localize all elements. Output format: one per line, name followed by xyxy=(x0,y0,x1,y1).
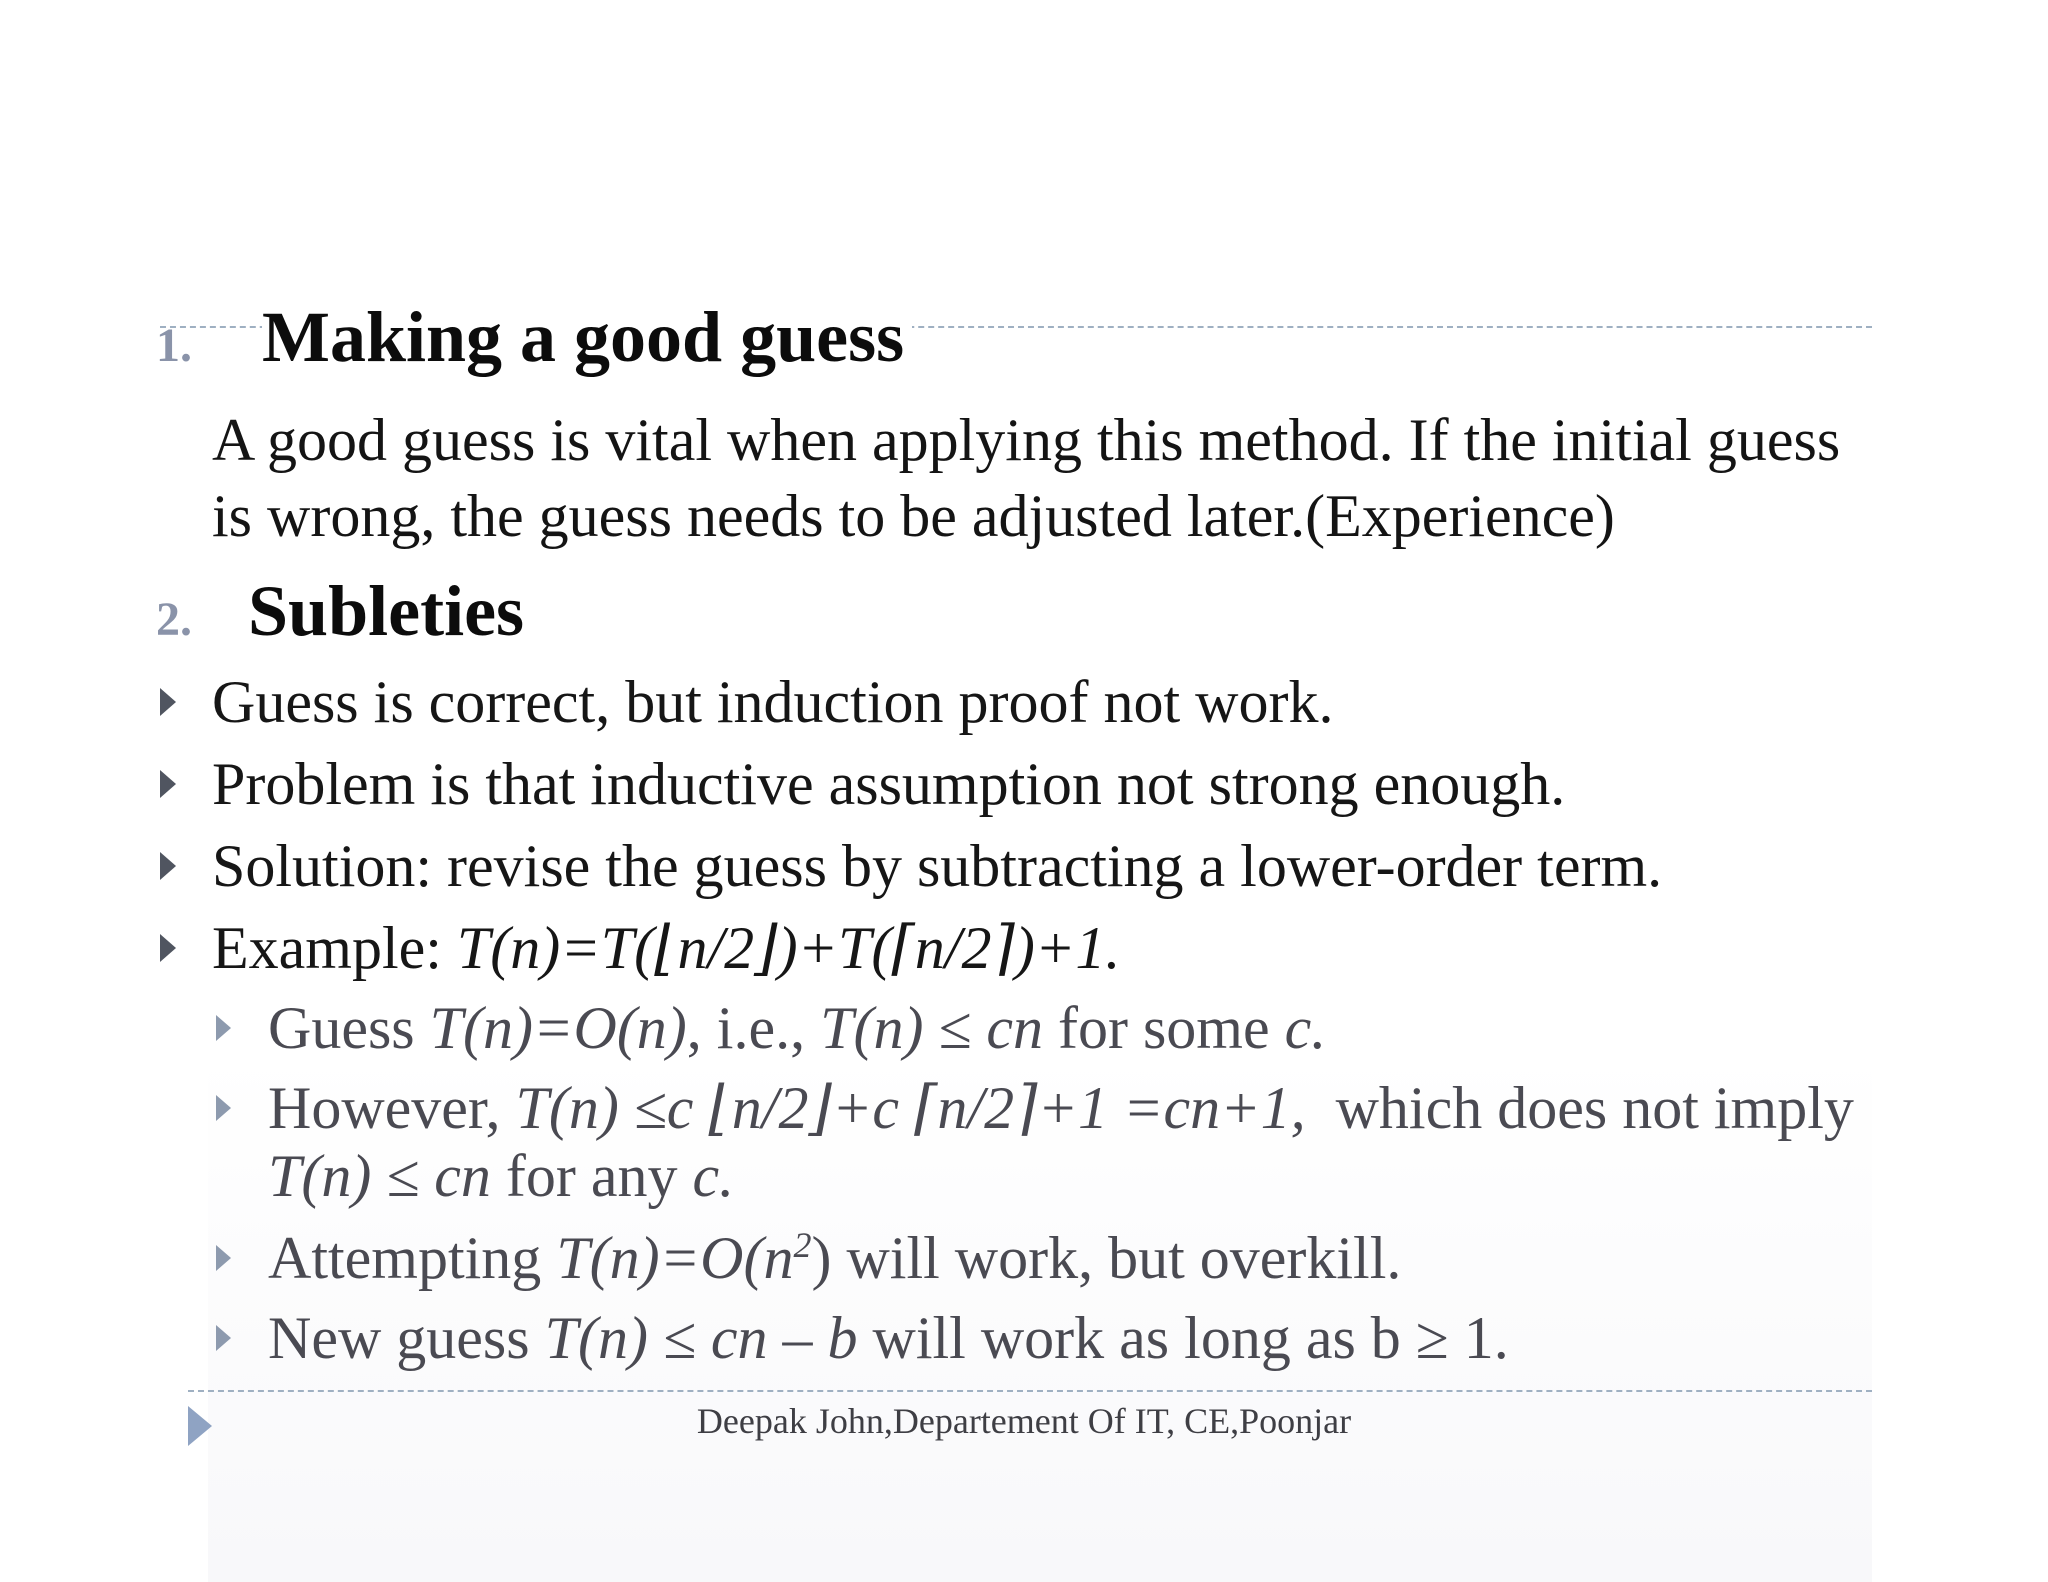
bullet-arrow-icon xyxy=(160,934,176,962)
however-var: c. xyxy=(692,1143,735,1209)
section-1-paragraph xyxy=(212,402,1840,554)
however-suffix-2: for any xyxy=(490,1143,693,1209)
guess-formula: T(n)=O(n) xyxy=(429,995,687,1061)
however-formula: T(n) ≤c ⌊n/2⌋+c ⌈n/2⌉+1 =cn+1, xyxy=(515,1075,1306,1141)
sub-bullet-text xyxy=(268,1300,1509,1376)
bullet-text: Solution: revise the guess by subtracting a lower-order term. xyxy=(212,833,1663,899)
attempting-suffix: will work, but overkill. xyxy=(831,1225,1402,1291)
sub-bullet-arrow-icon xyxy=(216,1245,231,1271)
paragraph-line-1: A good guess is vital when applying this method. If the initial guess xyxy=(212,407,1841,473)
guess-suffix: for some xyxy=(1042,995,1285,1061)
footer-credit: Deepak John,Departement Of IT, CE,Poonjar xyxy=(696,1401,1352,1441)
section-title-2: Subleties xyxy=(248,570,532,653)
new-guess-suffix: will work as long as b ≥ 1. xyxy=(857,1305,1509,1371)
bullet-text: Guess is correct, but induction proof not work. xyxy=(212,669,1334,735)
bullet-arrow-icon xyxy=(160,852,176,880)
however-formula-2: T(n) ≤ cn xyxy=(268,1143,491,1209)
guess-prefix: Guess xyxy=(268,995,430,1061)
attempting-formula: T(n)=O(n xyxy=(556,1225,794,1291)
sub-bullet-text-line-1 xyxy=(268,1070,1854,1146)
bullet-arrow-icon xyxy=(160,770,176,798)
example-text xyxy=(212,910,1120,986)
guess-var: c. xyxy=(1284,995,1327,1061)
sub-bullet-text xyxy=(268,990,1326,1066)
example-formula: T(n)=T(⌊n/2⌋)+T(⌈n/2⌉)+1. xyxy=(456,915,1121,981)
section-number-1: 1. xyxy=(156,319,192,372)
guess-mid: , i.e., xyxy=(686,995,821,1061)
bottom-divider xyxy=(188,1390,1872,1392)
example-label: Example: xyxy=(212,915,457,981)
new-guess-formula: T(n) ≤ cn – b xyxy=(544,1305,858,1371)
bullet-arrow-icon xyxy=(160,688,176,716)
sub-bullet-text-line-2 xyxy=(268,1138,734,1214)
sub-bullet-arrow-icon xyxy=(216,1325,231,1351)
attempting-close: ) xyxy=(811,1225,832,1291)
sub-bullet-text xyxy=(268,1220,1401,1296)
new-guess-prefix: New guess xyxy=(268,1305,545,1371)
sub-bullet-arrow-icon xyxy=(216,1015,231,1041)
however-prefix: However, xyxy=(268,1075,516,1141)
bullet-text: Problem is that inductive assumption not strong enough. xyxy=(212,751,1566,817)
however-suffix: which does not imply xyxy=(1305,1075,1854,1141)
section-number-2: 2. xyxy=(156,593,192,646)
attempting-prefix: Attempting xyxy=(268,1225,557,1291)
sub-bullet-arrow-icon xyxy=(216,1095,231,1121)
guess-formula-2: T(n) ≤ cn xyxy=(820,995,1043,1061)
section-title-1: Making a good guess xyxy=(262,296,912,379)
attempting-exponent: 2 xyxy=(793,1225,812,1265)
paragraph-line-2: is wrong, the guess needs to be adjusted later.(Experience) xyxy=(212,483,1615,549)
